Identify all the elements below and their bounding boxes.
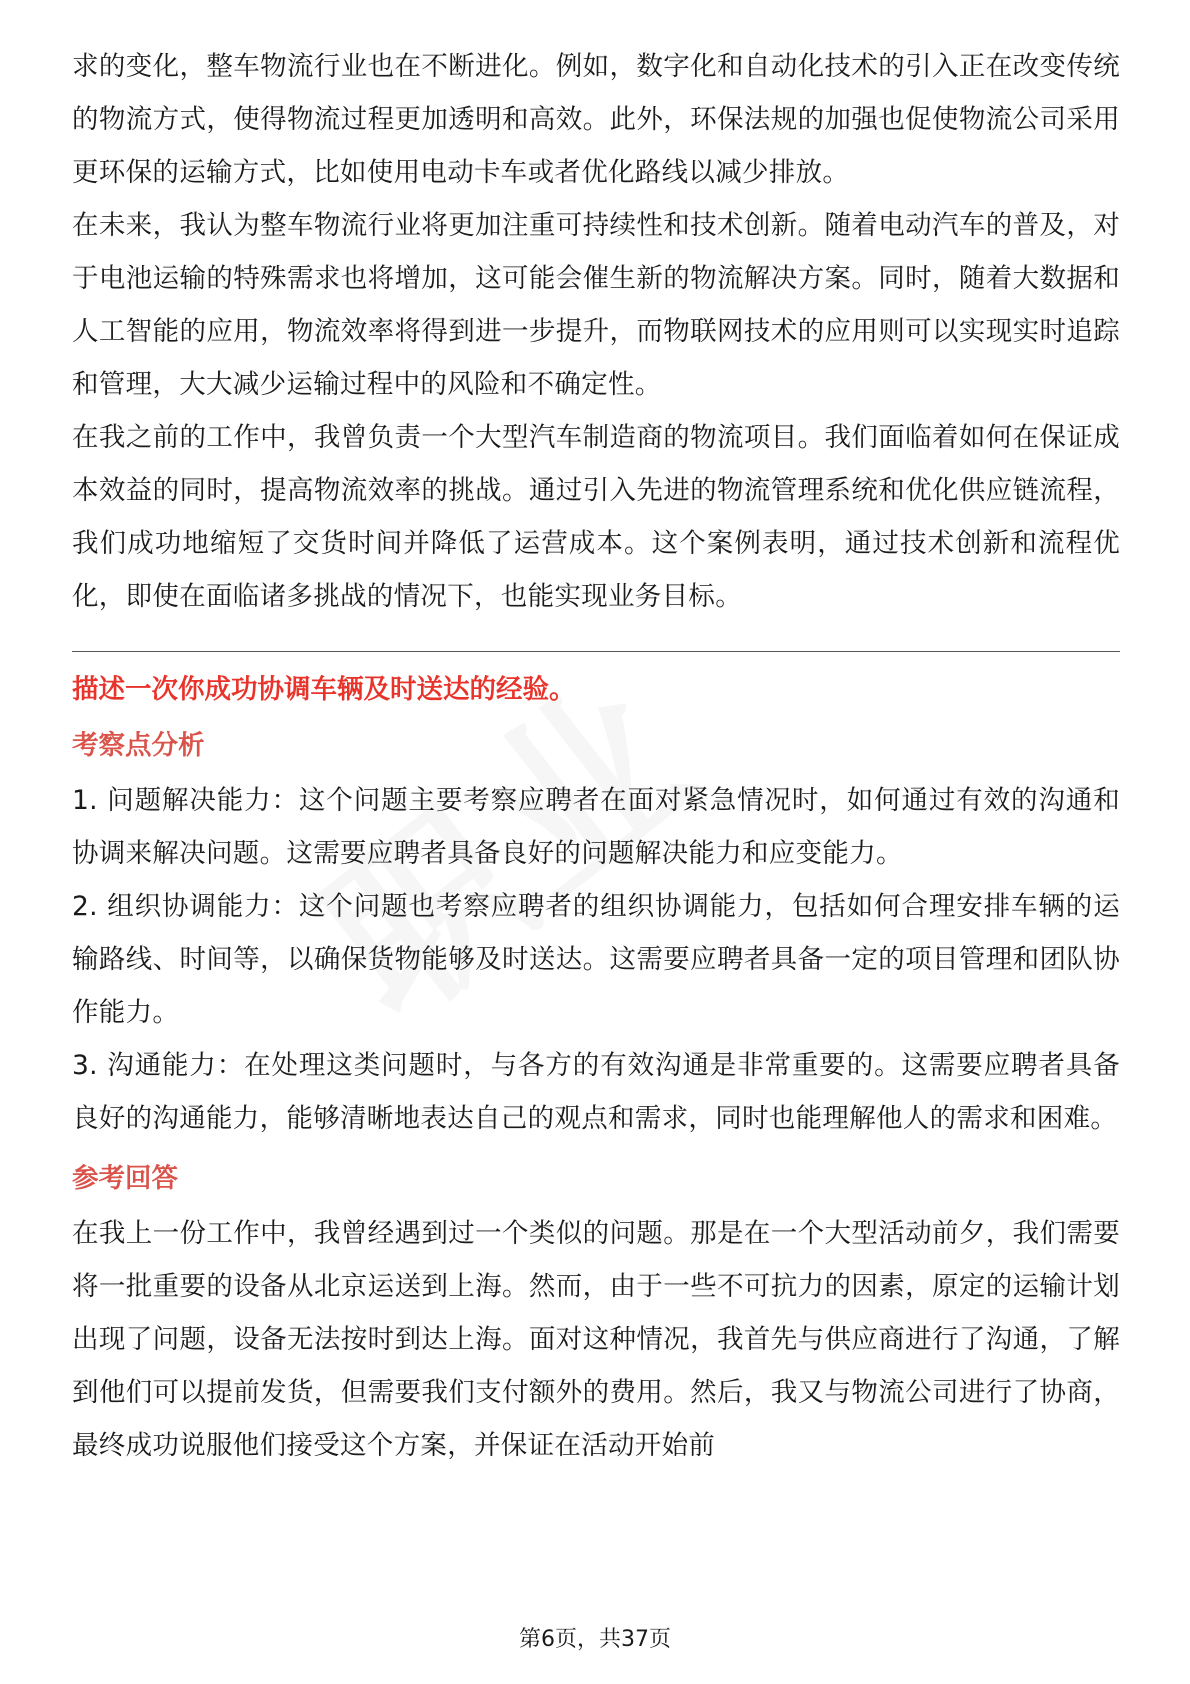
analysis-point-2: 2. 组织协调能力：这个问题也考察应聘者的组织协调能力，包括如何合理安排车辆的运输路线、时间等，以确保货物能够及时送达。这需要应聘者具备一定的项目管理和团队协作能力。 xyxy=(72,891,1120,1028)
page-footer: 第6页，共37页 xyxy=(519,1627,671,1652)
section-divider xyxy=(72,651,1120,652)
analysis-point-1: 1. 问题解决能力：这个问题主要考察应聘者在面对紧急情况时，如何通过有效的沟通和协调来解决问题。这需要应聘者具备良好的问题解决能力和应变能力。 xyxy=(72,785,1120,869)
answer-paragraph: 在我上一份工作中，我曾经遇到过一个类似的问题。那是在一个大型活动前夕，我们需要将一批重要的设备从北京运送到上海。然而，由于一些不可抗力的因素，原定的运输计划出现了问题，设备无法按时到达上海。面对这种情况，我首先与供应商进行了沟通，了解到他们可以提前发货，但需要我们支付额外的费用。然后，我又与物流公司进行了协商，最终成功说服他们接受这个方案，并保证在活动开始前 xyxy=(72,1218,1120,1461)
analysis-title: 考察点分析 xyxy=(72,730,205,761)
analysis-point-3: 3. 沟通能力：在处理这类问题时，与各方的有效沟通是非常重要的。这需要应聘者具备良好的沟通能力，能够清晰地表达自己的观点和需求，同时也能理解他人的需求和困难。 xyxy=(72,1050,1120,1134)
intro-paragraph-1: 求的变化，整车物流行业也在不断进化。例如，数字化和自动化技术的引入正在改变传统的物流方式，使得物流过程更加透明和高效。此外，环保法规的加强也促使物流公司采用更环保的运输方式，比如使用电动卡车或者优化路线以减少排放。 xyxy=(72,51,1120,188)
question-heading: 描述一次你成功协调车辆及时送达的经验。 xyxy=(72,674,576,705)
intro-paragraph-3: 在我之前的工作中，我曾负责一个大型汽车制造商的物流项目。我们面临着如何在保证成本效益的同时，提高物流效率的挑战。通过引入先进的物流管理系统和优化供应链流程，我们成功地缩短了交货时间并降低了运营成本。这个案例表明，通过技术创新和流程优化，即使在面临诸多挑战的情况下，也能实现业务目标。 xyxy=(72,422,1120,612)
answer-title: 参考回答 xyxy=(72,1163,178,1194)
document-page xyxy=(72,40,1120,1472)
intro-paragraph-2: 在未来，我认为整车物流行业将更加注重可持续性和技术创新。随着电动汽车的普及，对于电池运输的特殊需求也将增加，这可能会催生新的物流解决方案。同时，随着大数据和人工智能的应用，物流效率将得到进一步提升，而物联网技术的应用则可以实现实时追踪和管理，大大减少运输过程中的风险和不确定性。 xyxy=(72,210,1120,400)
